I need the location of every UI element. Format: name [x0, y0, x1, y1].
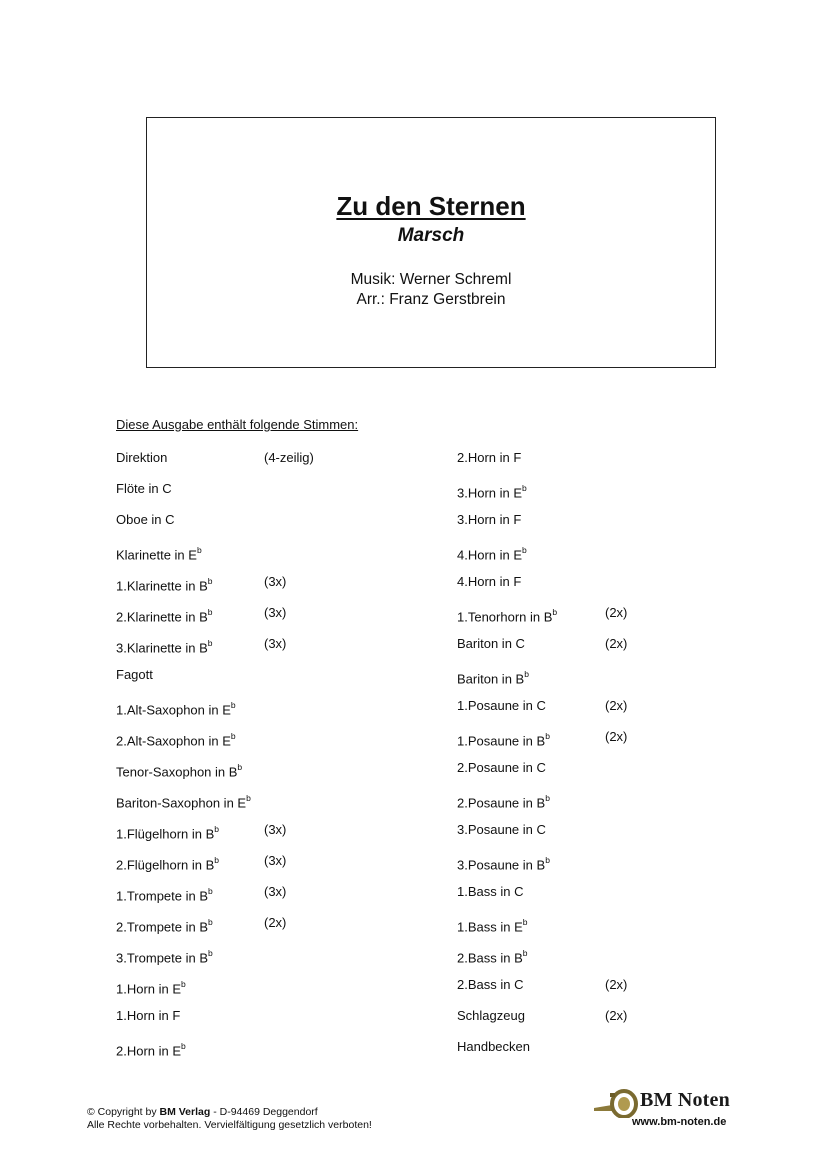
part-count: (3x) [264, 822, 287, 837]
part-name: 1.Horn in $E^b$ [116, 979, 186, 997]
part-name: 2.Alt-Saxophon in $E^b$ [116, 731, 236, 749]
part-name: Oboe in C [116, 512, 175, 527]
part-name: 4.Horn in F [457, 574, 522, 589]
part-name: 1.Bass in $E^b$ [457, 917, 528, 935]
logo-wordmark: BM Noten [640, 1089, 730, 1111]
part-name: 1.Posaune in C [457, 698, 546, 713]
title-box [146, 117, 716, 368]
part-name: 3.Posaune in C [457, 822, 546, 837]
part-name: 1.Alt-Saxophon in $E^b$ [116, 700, 236, 718]
piece-subtitle: Marsch [397, 225, 465, 246]
part-name: 4.Horn in $E^b$ [457, 545, 527, 563]
part-count: (2x) [605, 729, 628, 744]
part-count: (3x) [264, 574, 287, 589]
part-name: 2.Klarinette in $B^b$ [116, 607, 213, 625]
part-name: 3.Trompete in $B^b$ [116, 948, 213, 966]
part-count: (3x) [264, 884, 287, 899]
part-name: 1.Trompete in $B^b$ [116, 886, 213, 904]
part-name: 1.Bass in C [457, 884, 524, 899]
part-name: 3.Horn in $E^b$ [457, 483, 527, 501]
part-name: 2.Bass in $B^b$ [457, 948, 528, 966]
part-name: 3.Posaune in $B^b$ [457, 855, 550, 873]
part-count: (2x) [605, 605, 628, 620]
part-name: 2.Bass in C [457, 977, 524, 992]
part-name: Fagott [116, 667, 153, 682]
part-name: Tenor-Saxophon in $B^b$ [116, 762, 243, 780]
part-name: 3.Klarinette in $B^b$ [116, 638, 213, 656]
part-name: Bariton-Saxophon in $E^b$ [116, 793, 251, 811]
part-count: (3x) [264, 853, 287, 868]
composer-credit: Musik: Werner Schreml [350, 271, 512, 288]
part-name: Flöte in C [116, 481, 172, 496]
part-count: (2x) [605, 636, 628, 651]
part-name: 2.Flügelhorn in $B^b$ [116, 855, 220, 873]
part-count: (3x) [264, 605, 287, 620]
part-name: 1.Tenorhorn in $B^b$ [457, 607, 558, 625]
copyright-line: © Copyright by BM Verlag - D-94469 Deggendorf [87, 1106, 318, 1118]
part-name: Klarinette in $E^b$ [116, 545, 202, 563]
part-name: 1.Flügelhorn in $B^b$ [116, 824, 220, 842]
arranger-credit: Arr.: Franz Gerstbrein [356, 291, 506, 308]
part-count: (2x) [264, 915, 287, 930]
part-name: 1.Posaune in $B^b$ [457, 731, 550, 749]
part-name: 1.Klarinette in $B^b$ [116, 576, 213, 594]
part-name: 2.Horn in $E^b$ [116, 1041, 186, 1059]
part-name: Bariton in $B^b$ [457, 669, 529, 687]
horn-icon [592, 1088, 640, 1118]
part-count: (3x) [264, 636, 287, 651]
part-name: 1.Horn in F [116, 1008, 181, 1023]
part-name: Schlagzeug [457, 1008, 525, 1023]
part-count: (2x) [605, 1008, 628, 1023]
part-name: Bariton in C [457, 636, 525, 651]
part-name: 3.Horn in F [457, 512, 522, 527]
parts-intro: Diese Ausgabe enthält folgende Stimmen: [116, 417, 359, 432]
rights-line: Alle Rechte vorbehalten. Vervielfältigung gesetzlich verboten! [87, 1119, 372, 1131]
part-name: 2.Posaune in $B^b$ [457, 793, 550, 811]
publisher-name: BM Verlag [159, 1106, 211, 1118]
part-count: (4-zeilig) [264, 450, 314, 465]
part-name: 2.Horn in F [457, 450, 522, 465]
part-name: Handbecken [457, 1039, 530, 1054]
part-count: (2x) [605, 698, 628, 713]
bm-noten-logo [592, 1088, 742, 1133]
logo-url[interactable]: www.bm-noten.de [632, 1116, 727, 1128]
part-name: 2.Posaune in C [457, 760, 546, 775]
piece-title: Zu den Sternen [336, 191, 526, 221]
part-name: 2.Trompete in $B^b$ [116, 917, 213, 935]
part-count: (2x) [605, 977, 628, 992]
part-name: Direktion [116, 450, 168, 465]
